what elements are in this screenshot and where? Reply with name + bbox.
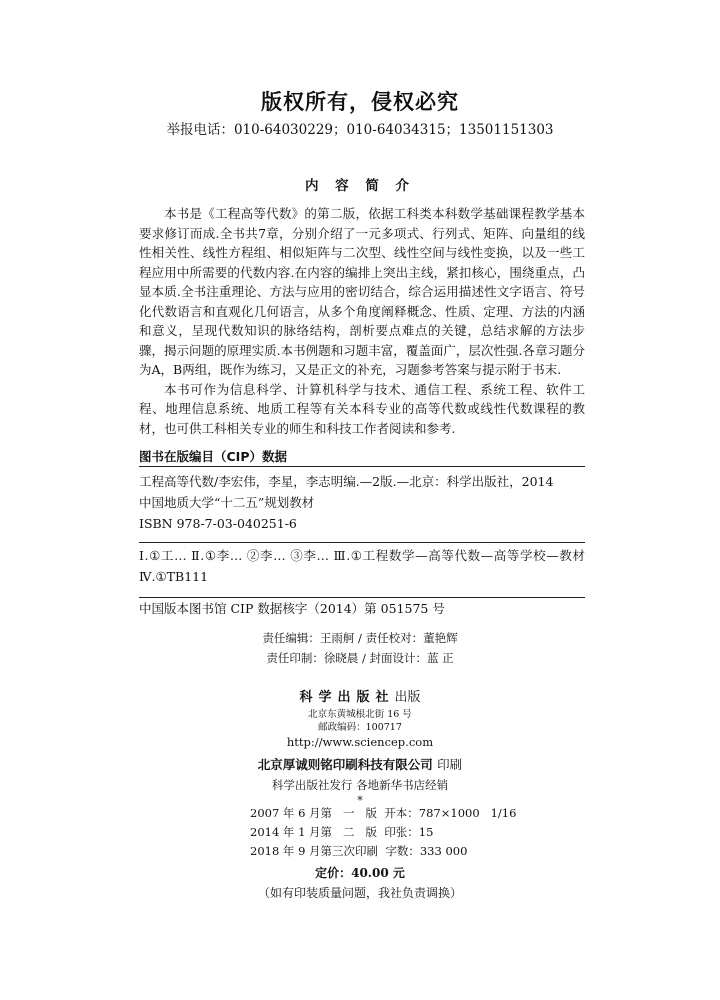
cip-line: ISBN 978-7-03-040251-6 bbox=[139, 516, 297, 531]
separator-star: * bbox=[357, 794, 363, 807]
cip-line: 工程高等代数/李宏伟，李星，李志明编.—2版.—北京：科学出版社，2014 bbox=[139, 474, 554, 489]
edition-line: 2014 年 1 月第 二 版 印张：15 bbox=[250, 825, 434, 839]
publisher-name: 科学出版社 bbox=[299, 690, 395, 705]
publisher-postcode: 邮政编码：100717 bbox=[318, 722, 402, 733]
classification: Ⅰ.①工… Ⅱ.①李… ②李… ③李… Ⅲ.①工程数学—高等代数—高等学校—教材 Ⅳ.①TB111 bbox=[139, 548, 585, 584]
quality-note: （如有印装质量问题，我社负责调换） bbox=[257, 886, 462, 900]
publisher-address: 北京东黄城根北街 16 号 bbox=[308, 709, 412, 720]
report-hotline: 举报电话：010-64030229；010-64034315；13501151303 bbox=[166, 122, 554, 138]
edition-info bbox=[250, 804, 516, 861]
printer-suffix: 印刷 bbox=[437, 757, 463, 772]
publisher-suffix: 出版 bbox=[394, 690, 421, 705]
copyright-title: 版权所有，侵权必究 bbox=[261, 90, 459, 114]
cip-number: 中国版本图书馆 CIP 数据核字（2014）第 051575 号 bbox=[139, 597, 585, 620]
price: 定价：40.00 元 bbox=[315, 866, 405, 880]
intro-paragraph: 本书可作为信息科学、计算机科学与技术、通信工程、系统工程、软件工程、地理信息系统、地质工程等有关本科专业的高等代数或线性代数课程的教材，也可供工科相关专业的师生和科技工作者阅读和参考. bbox=[139, 381, 585, 436]
cip-block bbox=[139, 448, 585, 620]
intro-heading: 内 容 简 介 bbox=[304, 178, 416, 194]
printer-name: 北京厚诚则铭印刷科技有限公司 bbox=[257, 757, 433, 772]
cip-line: 中国地质大学“十二五”规划教材 bbox=[139, 495, 315, 510]
cip-heading: 图书在版编目（CIP）数据 bbox=[139, 449, 287, 464]
edition-line: 2018 年 9 月第三次印刷 字数：333 000 bbox=[250, 844, 468, 858]
distribution: 科学出版社发行 各地新华书店经销 bbox=[271, 778, 449, 792]
staff-line: 责任编辑：王雨舸 / 责任校对：董艳辉 bbox=[262, 631, 458, 645]
staff-credits bbox=[0, 628, 720, 668]
intro-paragraph: 本书是《工程高等代数》的第二版，依据工科类本科数学基础课程教学基本要求修订而成.全书共7章，分别介绍了一元多项式、行列式、矩阵、向量组的线性相关性、线性方程组、相似矩阵与二次型、线性空间与线性变换，以及一些工程应用中所需要的代数内容.在内容的编排上突出主线，紧扣核心，围绕重点，凸显本质.全书注重理论、方法与应用的密切结合，综合运用描述性文字语言、符号化代数语言和直观化几何语言，从多个角度阐释概念、性质、定理、方法的内涵和意义，呈现代数知识的脉络结构，剖析要点难点的关键，总结求解的方法步骤，揭示问题的原理实质.本书例题和习题丰富，覆盖面广，层次性强.各章习题分为A，B两组，既作为练习，又是正文的补充，习题参考答案与提示附于书末. bbox=[139, 206, 585, 377]
edition-line: 2007 年 6 月第 一 版 开本：787×1000 1/16 bbox=[250, 806, 517, 820]
classification-block bbox=[139, 542, 585, 587]
staff-line: 责任印制：徐晓晨 / 封面设计：蓝 正 bbox=[266, 651, 454, 665]
intro-text bbox=[139, 204, 585, 438]
publisher-website: http://www.sciencep.com bbox=[286, 735, 434, 749]
publisher-info bbox=[0, 688, 720, 808]
